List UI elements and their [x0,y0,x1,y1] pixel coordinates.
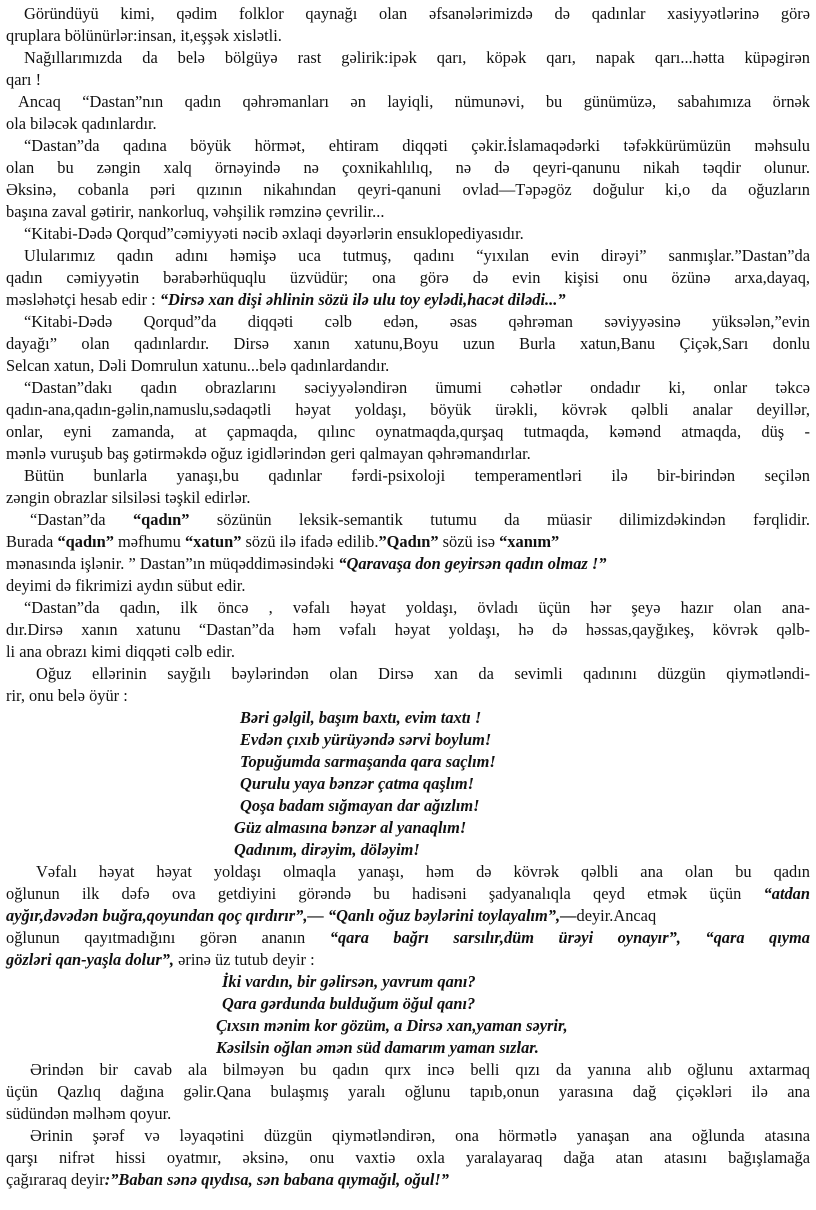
text-run: Selcan xatun, Dəli Domrulun xatunu...belə qadınlardandır. [6,356,390,375]
emphasis-quote: :”Baban sənə qıydısa, sən babana qıymağıl, oğul!” [104,1170,449,1189]
text-run: üçün Qazlıq dağına gəlir.Qana bulaşmış yaralı oğlunu tapıb,onun yarasına dağ çiçəkləri ilə ana [6,1082,810,1101]
verse-line: Qadınım, dirəyim, döləyim! [234,840,420,859]
verse-line: Topuğumda sarmaşanda qara saçlım! [240,752,496,771]
text-run: qruplara bölünürlər:insan, it,eşşək xislətli. [6,26,282,45]
text-run: məfhumu [113,532,185,551]
text-run: başına zaval gətirir, nankorluq, vəhşilik rəmzinə çevrilir... [6,202,385,221]
verse-line: Qurulu yaya bənzər çatma qaşlım! [240,774,475,793]
text-line [6,444,810,464]
emphasis-quote: “xanım” [499,532,560,551]
emphasis-quote: ”Qadın” [378,532,439,551]
text-run: Ərinin şərəf və ləyaqətini düzgün qiymətləndirən, ona hörmətlə yanaşan ana oğlunda atasına [30,1126,810,1145]
text-run: oğlunun ilk dəfə ova getdiyini görəndə bu hadisəni şadyanalıqla qeyd etmək üçün [6,884,764,903]
emphasis-quote: “Dirsə xan dişi əhlinin sözü ilə ulu toy eylədi,hacət dilədi...” [159,290,566,309]
text-run: “Dastan”dakı qadın obrazlarını səciyyələndirən ümumi cəhətlər ondadır ki, onlar təkcə [24,378,810,397]
text-line [6,92,810,112]
verse-line: Qoşa badam sığmayan dar ağızlım! [240,796,480,815]
text-line [6,290,810,310]
text-run: “Dastan”da qadına böyük hörmət, ehtiram diqqəti çəkir.İslamaqədərki təfəkkürümüzün məhsulu [24,136,810,155]
text-line [6,312,810,332]
text-line [6,1104,810,1124]
emphasis-quote: “qara bağrı sarsılır,düm ürəyi oynayır”, “qara qıyma [329,928,810,947]
emphasis-quote: ayğır,dəvədən buğra,qoyundan qoç qırdırır”,— “Qanlı oğuz bəylərini toylayalım”,— [6,906,577,925]
text-run: sözü isə [438,532,500,551]
text-line [6,268,810,288]
text-run: sözünün leksik-semantik tutumu da müasir dilimizdəkindən fərqlidir. [189,510,810,529]
emphasis-quote: “xatun” [184,532,242,551]
verse-line: Qara gərdunda bulduğum öğul qanı? [222,994,476,1013]
text-run: oğlunun qayıtmadığını görən ananın [6,928,330,947]
text-run: ərinə üz tutub deyir : [174,950,315,969]
text-line [6,136,810,156]
text-line [6,862,810,882]
text-line [6,532,810,552]
text-run: Ancaq “Dastan”nın qadın qəhrəmanları ən layiqli, nümunəvi, bu günümüzə, sabahımıza örnək [18,92,810,111]
verse-line: Bəri gəlgil, başım baxtı, evim taxtı ! [240,708,482,727]
text-line [6,554,810,574]
text-line [6,576,810,596]
text-line [6,906,810,926]
text-run: Vəfalı həyat həyat yoldaşı olmaqla yanaşı, həm də kövrək qəlbli ana olan bu qadın [36,862,810,881]
text-run: qarşı nifrət hissi oyatmır, əksinə, onu vaxtiə oxla yaralayaraq dağa atan atasını bağışlamağa [6,1148,810,1167]
text-line [6,26,810,46]
text-line [6,422,810,442]
text-run: “Kitabi-Dədə Qorqud”da diqqəti cəlb edən, əsas qəhrəman səviyyəsinə yüksələn,”evin [24,312,810,331]
text-run: Ərindən bir cavab ala bilməyən bu qadın qırx incə belli qızı da yanına alıb oğlunu axtarmaq [30,1060,810,1079]
emphasis-quote: “qadın” [132,510,190,529]
text-run: qadın cəmiyyətin bərabərhüquqlu üzvüdür; ona görə də evin kişisi onu özünə arxa,dayaq, [6,268,810,287]
text-run: çağıraraq deyir [6,1170,105,1189]
text-line [6,950,810,970]
text-line [6,378,810,398]
emphasis-quote: gözləri qan-yaşla dolur”, [6,950,175,969]
text-run: mənasında işlənir. ” Dastan”ın müqəddiməsindəki [6,554,339,573]
verse-line: Kəsilsin oğlan əmən süd damarım yaman sızlar. [216,1038,539,1057]
text-run: ola biləcək qadınlardır. [6,114,157,133]
text-line [6,884,810,904]
text-run: dır.Dirsə xanın xatunu “Dastan”da həm vəfalı həyat yoldaşı, hə də həssas,qayğıkeş, kövrək qəlb- [6,620,810,639]
text-line [6,334,810,354]
text-line [6,1148,810,1168]
text-line [6,158,810,178]
text-line [6,1060,810,1080]
text-line [6,356,810,376]
text-run: “Dastan”da [30,510,133,529]
text-line [6,686,810,706]
text-line [6,1126,810,1146]
text-line [6,400,810,420]
text-run: qadın-ana,qadın-gəlin,namuslu,sədaqətli həyat yoldaşı, böyük ürəkli, kövrək qəlbli analar deyillər, [6,400,810,419]
text-run: sözü ilə ifadə edilib. [241,532,379,551]
text-run: mənlə vuruşub baş gətirməkdə oğuz igidlərindən geri qalmayan qəhrəmandırlar. [6,444,531,463]
text-run: li ana obrazı kimi diqqəti cəlb edir. [6,642,235,661]
text-line [6,180,810,200]
text-run: Bütün bunlarla yanaşı,bu qadınlar fərdi-psixoloji temperamentləri ilə bir-birindən seçilən [24,466,810,485]
emphasis-quote: “atdan [763,884,810,903]
text-line [6,114,810,134]
text-run: zəngin obrazlar silsiləsi təşkil edirlər. [6,488,251,507]
text-run: “Kitabi-Dədə Qorqud”cəmiyyəti nəcib əxlaqi dəyərlərin ensuklopediyasıdır. [24,224,524,243]
verse-line: Çıxsın mənim kor gözüm, a Dirsə xan,yaman səyrir, [216,1016,568,1035]
text-run: Əksinə, cobanla pəri qızının nikahından qeyri-qanuni ovlad—Təpəgöz doğulur ki,o da oğuzların [6,180,810,199]
text-line [6,928,810,948]
text-run: onlar, eyni zamanda, at çapmaqda, qılınc oynatmaqda,qurşaq tutmaqda, kəmənd atmaqda, düş - [6,422,810,441]
text-run: “Dastan”da qadın, ilk öncə , vəfalı həyat yoldaşı, övladı üçün hər şeyə hazır olan ana- [24,598,810,617]
text-run: Burada [6,532,58,551]
verse-line: İki vardın, bir gəlirsən, yavrum qanı? [222,972,476,991]
verse-line: Evdən çıxıb yürüyəndə sərvi boylum! [240,730,492,749]
text-run: olan bu zəngin xalq örnəyində nə çoxnikahlılıq, nə də qeyri-qanunu nikah təqdir olunur. [6,158,810,177]
text-run: deyimi də fikrimizi aydın sübut edir. [6,576,246,595]
text-run: Oğuz ellərinin sayğılı bəylərindən olan Dirsə xan da sevimli qadınını düzgün qiymətləndi- [36,664,810,683]
text-line [6,664,810,684]
text-line [6,1082,810,1102]
text-run: deyir.Ancaq [576,906,657,925]
text-run: Göründüyü kimi, qədim folklor qaynağı olan əfsanələrimizdə də qadınlar xasiyyətlərinə görə [24,4,810,23]
text-run: Nağıllarımızda da belə bölgüyə rast gəlirik:ipək qarı, köpək qarı, napak qarı...hətta küpəgirən [24,48,810,67]
verse-line: Güz almasına bənzər al yanaqlım! [234,818,467,837]
text-line [6,70,810,90]
text-line [6,48,810,68]
text-run: məsləhətçi hesab edir : [6,290,160,309]
text-line [6,224,810,244]
emphasis-quote: “Qaravaşa don geyirsən qadın olmaz !” [338,554,607,573]
emphasis-quote: “qadın” [57,532,114,551]
text-line [6,4,810,24]
text-line [6,202,810,222]
text-line [6,246,810,266]
text-line [6,620,810,640]
text-run: rir, onu belə öyür : [6,686,128,705]
text-line [6,598,810,618]
text-line [6,466,810,486]
text-line [6,510,810,530]
text-run: qarı ! [6,70,42,89]
text-line [6,488,810,508]
text-run: Ulularımız qadın adını həmişə uca tutmuş, qadını “yıxılan evin dirəyi” sanmışlar.”Dastan”da [24,246,810,265]
text-line [6,1170,810,1190]
text-run: dayağı” olan qadınlardır. Dirsə xanın xatunu,Boyu uzun Burla xatun,Banu Çiçək,Sarı donlu [6,334,810,353]
text-run: südündən məlhəm qoyur. [6,1104,172,1123]
text-line [6,642,810,662]
